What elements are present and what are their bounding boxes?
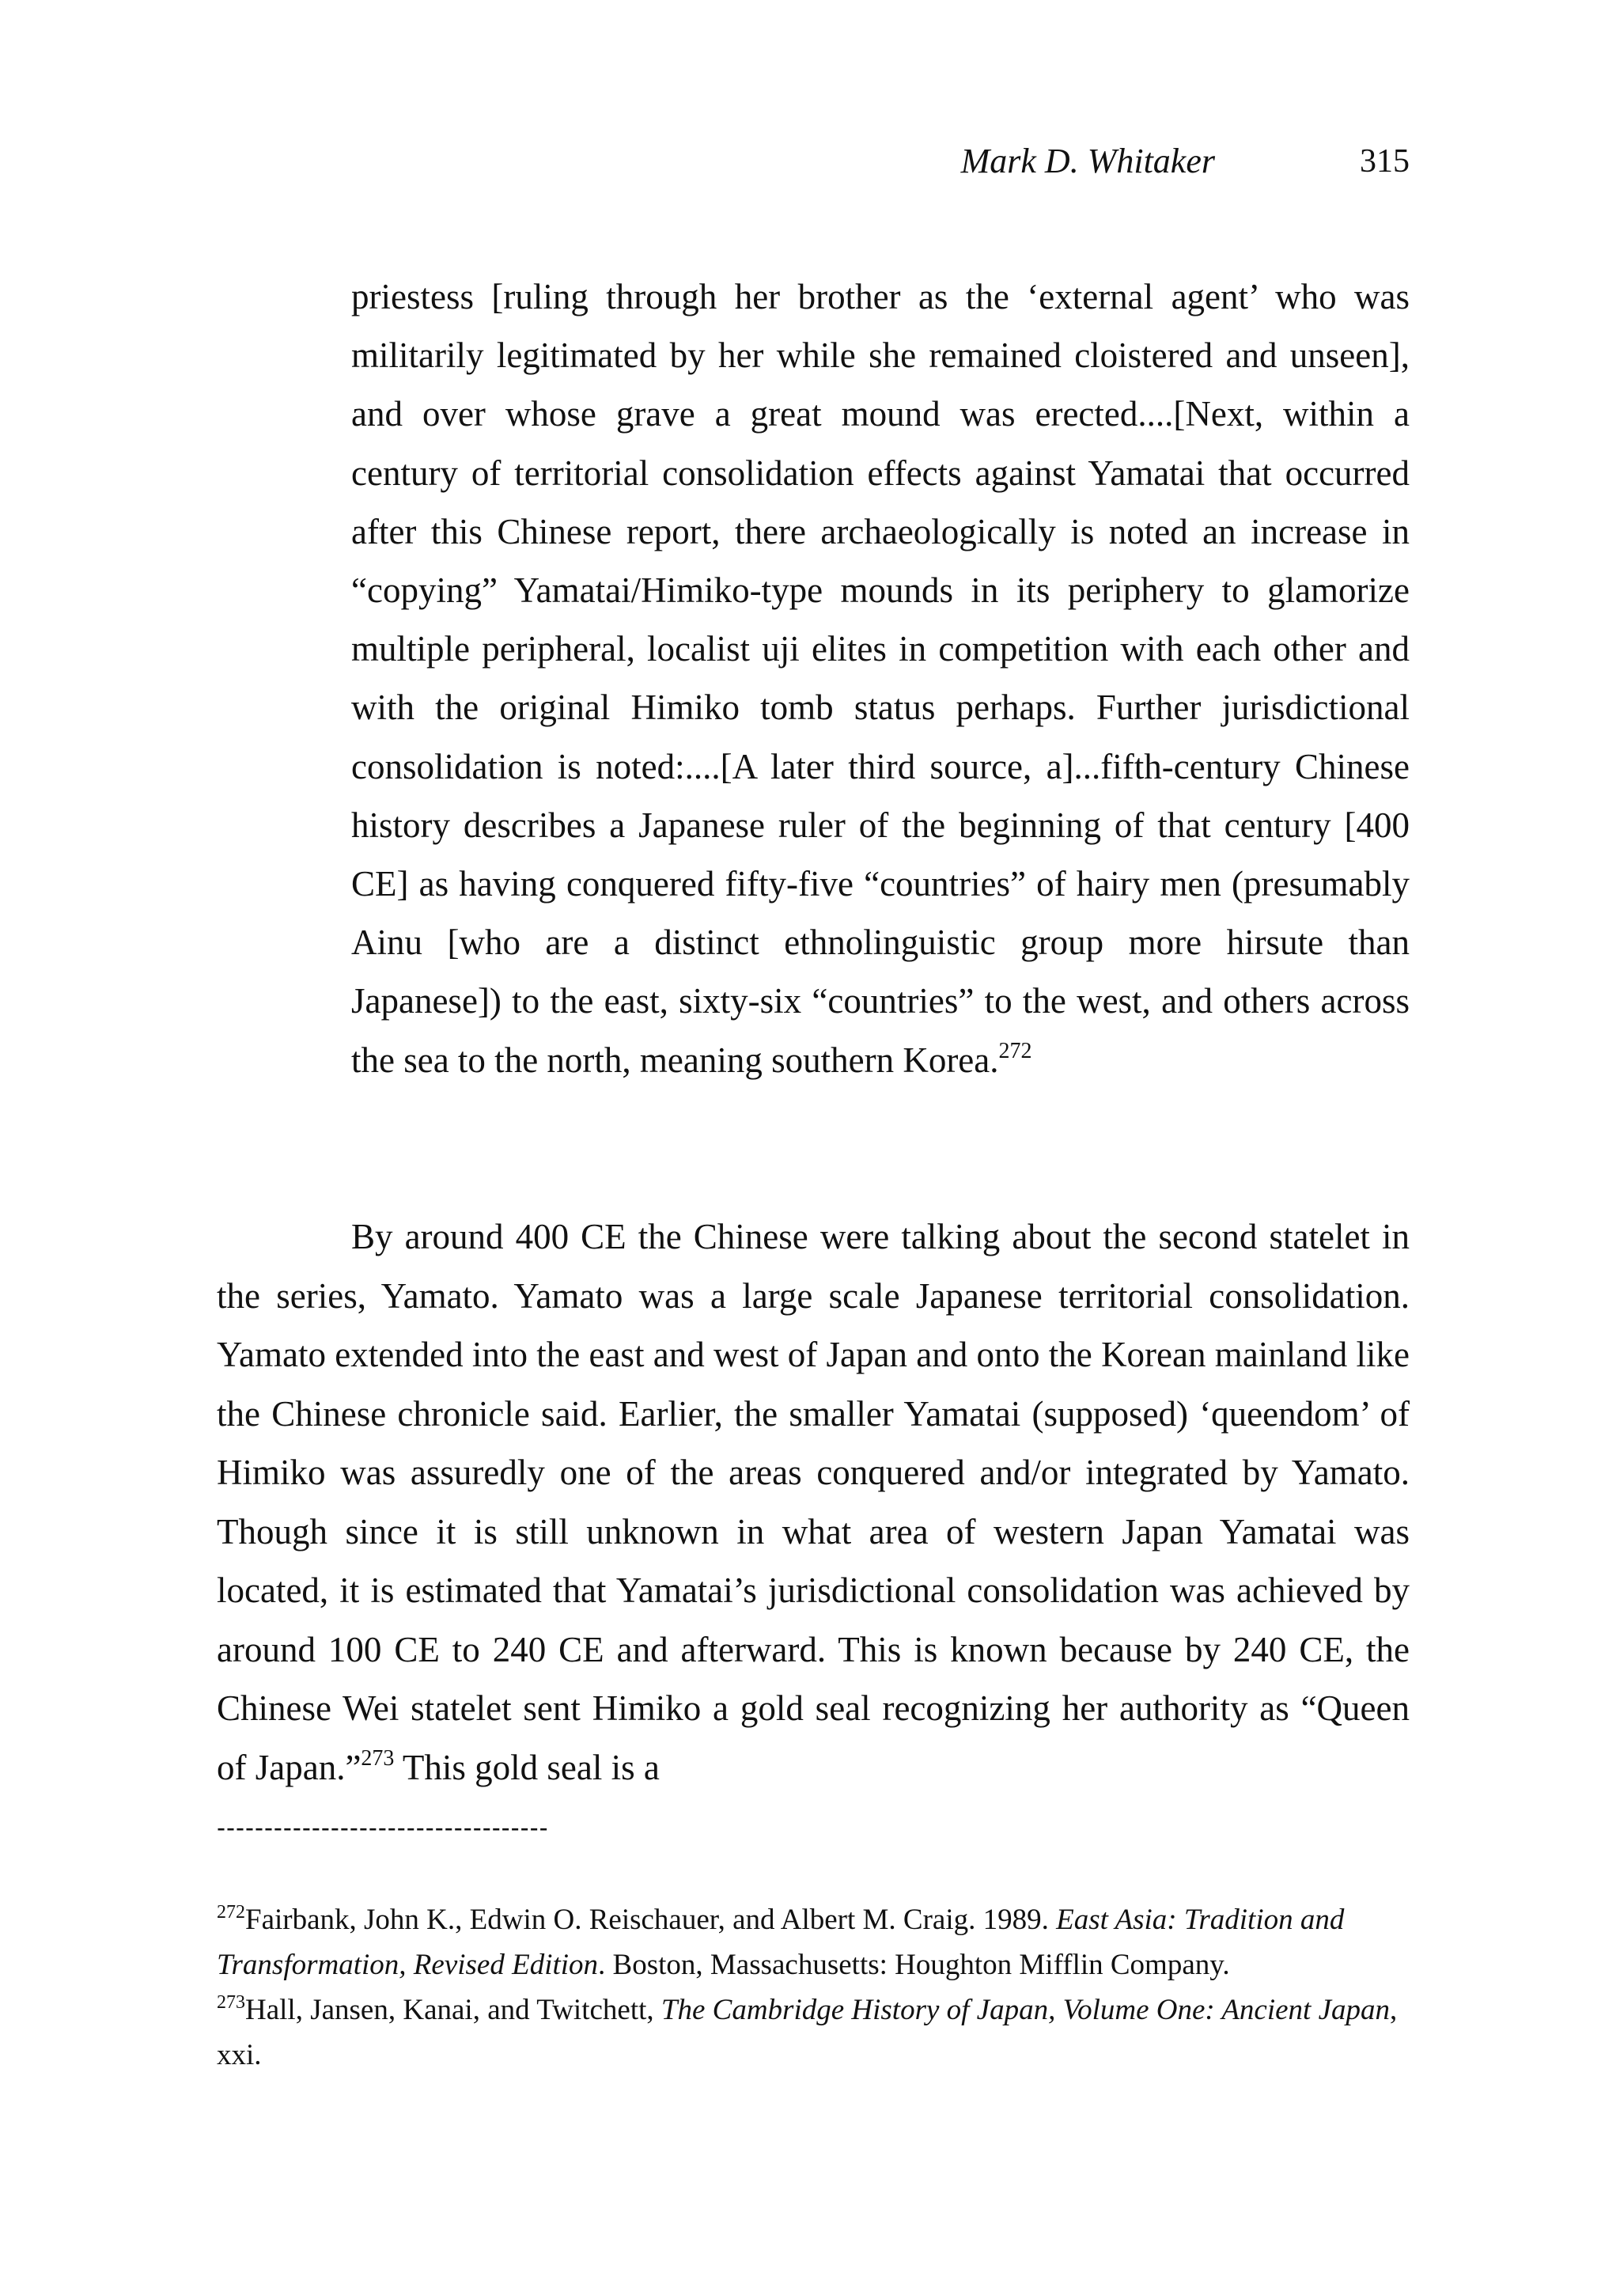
body-paragraph-text: By around 400 CE the Chinese were talking about the second statelet in the series, Yamato. Yamato was a large scale Japanese territorial consolidation. Yamato extended into the east and west of Japan and onto the Korean mainland like the Chinese chronicle said. Earlier, the smaller Yamatai (supposed) ‘queendom’ of Himiko was assuredly one of the areas conquered and/or integrated by Yamato. Though since it is still unknown in what area of western Japan Yamatai was located, it is estimated that Yamatai’s jurisdictional consolidation was achieved by around 100 CE to 240 CE and afterward. This is known because by 240 CE, the Chinese Wei statelet sent Himiko a gold seal recognizing her authority as “Queen of Japan.”	[217, 1217, 1410, 1787]
running-header	[0, 139, 1620, 187]
footnote-272	[217, 1897, 1410, 1987]
footnote-title: The Cambridge History of Japan, Volume One: Ancient Japan	[660, 1994, 1391, 2026]
page-number: 315	[1360, 143, 1410, 180]
footnote-title: East Asia: Tradition and Transformation, Revised Edition	[217, 1904, 1345, 1981]
footnote-separator: -----------------------------------	[217, 1813, 549, 1842]
footnotes	[217, 1897, 1410, 2078]
footnote-number: 273	[217, 1992, 245, 2013]
footnote-273	[217, 1987, 1410, 2078]
body-paragraph-continuation: This gold seal is a	[394, 1747, 660, 1787]
footnote-text: Fairbank, John K., Edwin O. Reischauer, and Albert M. Craig. 1989.	[245, 1904, 1057, 1936]
block-quote-text: priestess [ruling through her brother as the ‘external agent’ who was militarily legitimated by her while she remained cloistered and unseen], and over whose grave a great mound was erected....[Next, within a century of territorial consolidation effects against Yamatai that occurred after this Chinese report, there archaeologically is noted an increase in “copying” Yamatai/Himiko-type mounds in its periphery to glamorize multiple peripheral, localist uji elites in competition with each other and with the original Himiko tomb status perhaps. Further jurisdictional consolidation is noted:....[A later third source, a]...fifth-century Chinese history describes a Japanese ruler of the beginning of that century [400 CE] as having conquered fifty-five “countries” of hairy men (presumably Ainu [who are a distinct ethnolinguistic group more hirsute than Japanese]) to the east, sixty-six “countries” to the west, and others across the sea to the north, meaning southern Korea.	[351, 277, 1410, 1080]
block-quote	[351, 267, 1410, 1089]
body-paragraph	[217, 1207, 1410, 1797]
footnote-number: 272	[217, 1902, 245, 1923]
running-header-author: Mark D. Whitaker	[960, 142, 1215, 180]
footnote-text-end: , xxi.	[217, 1994, 1398, 2071]
footnote-ref-272[interactable]: 272	[998, 1038, 1032, 1063]
footnote-ref-273[interactable]: 273	[361, 1745, 395, 1771]
footnote-text: Hall, Jansen, Kanai, and Twitchett,	[245, 1994, 661, 2026]
footnote-text-end: . Boston, Massachusetts: Houghton Mifflin Company.	[598, 1949, 1230, 1981]
